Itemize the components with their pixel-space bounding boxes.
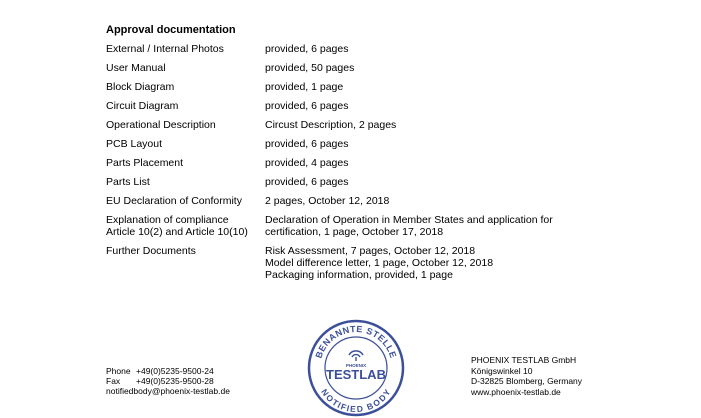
document-label-line: User Manual xyxy=(106,62,166,74)
document-row xyxy=(106,138,666,150)
fax-line xyxy=(106,376,230,386)
document-row xyxy=(106,195,666,207)
document-row xyxy=(106,81,666,93)
document-value xyxy=(265,138,666,150)
document-value-line: Risk Assessment, 7 pages, October 12, 2018 xyxy=(265,245,476,257)
document-value-line: Declaration of Operation in Member States and application for xyxy=(265,214,553,226)
document-value-line: provided, 4 pages xyxy=(265,157,349,169)
document-label-line: Block Diagram xyxy=(106,81,175,93)
city-address: D-32825 Blomberg, Germany xyxy=(471,376,583,386)
document-label-line: Article 10(2) and Article 10(10) xyxy=(106,226,248,238)
phone-number: +49(0)5235-9500-24 xyxy=(136,366,214,376)
document-value-line: certification, 1 page, October 17, 2018 xyxy=(265,226,444,238)
document-value xyxy=(265,43,666,55)
stamp-brand-small: PHOENIX xyxy=(345,363,367,368)
document-label-line: Parts List xyxy=(106,176,150,188)
document-row xyxy=(106,100,666,112)
section-heading: Approval documentation xyxy=(106,24,236,36)
document-value-line: provided, 6 pages xyxy=(265,138,349,150)
document-value xyxy=(265,62,666,74)
document-label xyxy=(106,138,265,150)
document-label xyxy=(106,195,265,207)
document-label-line: Circuit Diagram xyxy=(106,100,179,112)
document-value-line: provided, 50 pages xyxy=(265,62,355,74)
document-value-line: Model difference letter, 1 page, October 12, 2018 xyxy=(265,257,494,269)
contact-block xyxy=(106,366,230,396)
document-label xyxy=(106,81,265,93)
document-label-line: PCB Layout xyxy=(106,138,163,150)
company-name: PHOENIX TESTLAB GmbH xyxy=(471,355,577,365)
document-value-line: provided, 6 pages xyxy=(265,43,349,55)
document-row xyxy=(106,214,666,238)
document-label xyxy=(106,214,265,238)
document-label xyxy=(106,157,265,169)
svg-text:NOTIFIED BODY xyxy=(319,387,393,414)
street-address: Königswinkel 10 xyxy=(471,365,533,376)
document-row xyxy=(106,119,666,131)
document-value xyxy=(265,157,666,169)
stamp-top-text: BENANNTE STELLE xyxy=(313,323,399,360)
document-label xyxy=(106,176,265,188)
document-value-line: provided, 1 page xyxy=(265,81,344,93)
document-value xyxy=(265,176,666,188)
document-value-line: 2 pages, October 12, 2018 xyxy=(265,195,390,207)
document-label-line: Parts Placement xyxy=(106,157,184,169)
document-label-line: Operational Description xyxy=(106,119,216,131)
email-address: notifiedbody@phoenix-testlab.de xyxy=(106,386,230,396)
fax-number: +49(0)5235-9500-28 xyxy=(136,376,214,386)
document-row xyxy=(106,43,666,55)
document-label xyxy=(106,43,265,55)
approval-documents-list xyxy=(106,43,666,288)
document-row xyxy=(106,245,666,281)
document-row xyxy=(106,157,666,169)
fax-label: Fax xyxy=(106,376,121,386)
stamp-bottom-text: NOTIFIED BODY xyxy=(318,387,394,415)
document-value xyxy=(265,245,666,281)
document-row xyxy=(106,176,666,188)
document-label xyxy=(106,119,265,131)
document-label-line: External / Internal Photos xyxy=(106,43,224,55)
document-value-line: provided, 6 pages xyxy=(265,176,349,188)
document-label xyxy=(106,62,265,74)
document-value-line: provided, 6 pages xyxy=(265,100,349,112)
document-value xyxy=(265,195,666,207)
notified-body-stamp xyxy=(306,318,406,418)
address-block xyxy=(471,355,582,397)
document-value-line: Circust Description, 2 pages xyxy=(265,119,397,131)
document-value-line: Packaging information, provided, 1 page xyxy=(265,269,453,281)
phone-line xyxy=(106,366,230,376)
document-row xyxy=(106,62,666,74)
testlab-logo-icon xyxy=(349,351,363,361)
document-value xyxy=(265,81,666,93)
document-label xyxy=(106,100,265,112)
document-label-line: Explanation of compliance xyxy=(106,214,229,226)
document-value xyxy=(265,100,666,112)
document-label xyxy=(106,245,265,281)
document-label-line: Further Documents xyxy=(106,245,196,257)
phone-label: Phone xyxy=(106,366,131,376)
document-value xyxy=(265,214,666,238)
document-value xyxy=(265,119,666,131)
stamp-brand: TESTLAB xyxy=(326,367,386,382)
document-label-line: EU Declaration of Conformity xyxy=(106,195,242,207)
website: www.phoenix-testlab.de xyxy=(471,386,561,397)
